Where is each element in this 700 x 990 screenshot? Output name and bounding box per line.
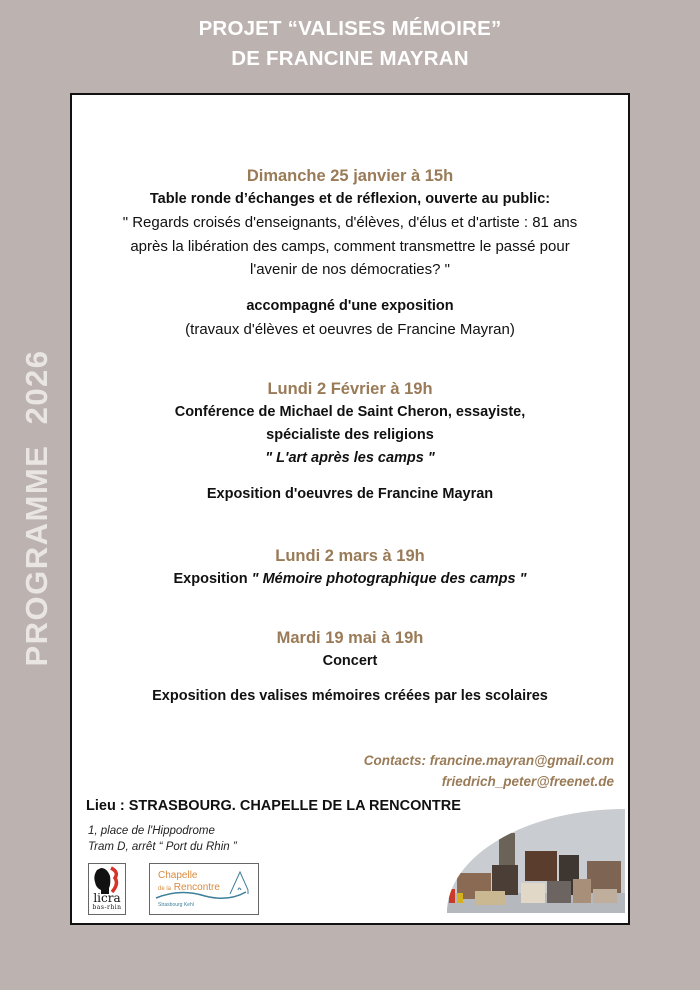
licra-logo: [88, 863, 126, 915]
event-extra: Exposition d'oeuvres de Francine Mayran: [206, 486, 494, 502]
event-1: [72, 165, 628, 341]
event-quote: " Mémoire photographique des camps ": [251, 571, 527, 587]
address-line-1: 1, place de l'Hippodrome: [88, 825, 215, 837]
event-2: [72, 378, 628, 506]
event-extra: Exposition des valises mémoires créées par les scolaires: [152, 688, 548, 704]
event-4: [72, 627, 628, 708]
programme-panel: [70, 93, 630, 925]
event-3: [72, 545, 628, 591]
programme-year-label: PROGRAMME 2026: [19, 349, 54, 667]
event-title: [72, 568, 628, 591]
contact-email-1[interactable]: Contacts: francine.mayran@gmail.com: [363, 753, 614, 768]
event-date: Dimanche 25 janvier à 15h: [246, 167, 454, 185]
event-quote-line: " Regards croisés d'enseignants, d'élèves, d'élus et d'artiste : 81 ans: [122, 214, 578, 231]
venue-address: [88, 823, 237, 855]
contacts: [364, 750, 614, 792]
chapelle-name: Rencontre: [173, 882, 220, 893]
event-date: Mardi 19 mai à 19h: [276, 629, 424, 647]
event-title: spécialiste des religions: [266, 427, 434, 443]
chapelle-logo: [149, 863, 259, 915]
event-title: Concert: [322, 653, 378, 669]
chapelle-line1: Chapelle: [158, 870, 198, 881]
event-extra: accompagné d'une exposition: [246, 297, 454, 314]
contact-email-2[interactable]: friedrich_peter@freenet.de: [441, 774, 614, 789]
event-date: Lundi 2 mars à 19h: [275, 547, 425, 565]
licra-subtitle: bas-rhin: [92, 904, 122, 911]
suitcases-photo: [447, 809, 625, 913]
event-date: Lundi 2 Février à 19h: [267, 380, 433, 398]
event-extra-detail: (travaux d'élèves et oeuvres de Francine Mayran): [185, 320, 515, 338]
licra-wordmark: licra: [93, 891, 121, 905]
event-quote-line: l'avenir de nos démocraties? ": [250, 261, 450, 278]
suitcases-image: [447, 809, 625, 913]
venue-heading: Lieu : STRASBOURG. CHAPELLE DE LA RENCONTRE: [86, 798, 461, 814]
event-title: Table ronde d’échanges et de réflexion, ouverte au public:: [149, 191, 551, 207]
chapelle-small: de la: [158, 886, 172, 892]
title-line-1: PROJET “VALISES MÉMOIRE”: [198, 17, 502, 40]
event-title: Conférence de Michael de Saint Cheron, essayiste,: [174, 404, 526, 420]
event-quote-line: après la libération des camps, comment transmettre le passé pour: [130, 237, 570, 255]
title-line-2: DE FRANCINE MAYRAN: [231, 47, 469, 70]
poster-title: [0, 14, 700, 74]
chapelle-subtitle: Strasbourg Kehl: [158, 902, 194, 908]
event-quote: " L'art après les camps ": [265, 450, 435, 466]
event-title-prefix: Exposition: [173, 571, 252, 587]
address-line-2: Tram D, arrêt “ Port du Rhin ”: [88, 841, 237, 853]
